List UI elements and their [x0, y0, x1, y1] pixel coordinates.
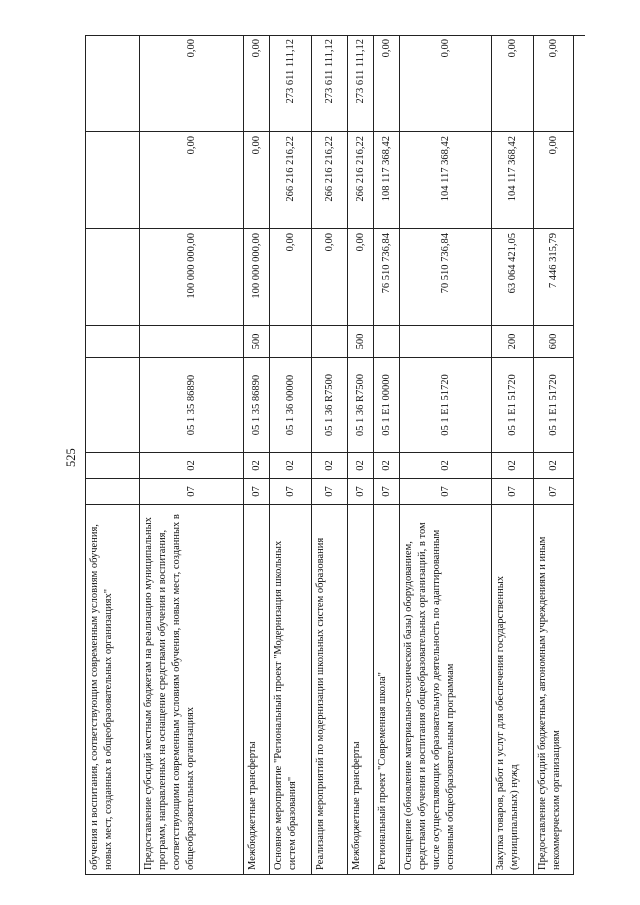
- section-code-cell: 07: [270, 479, 311, 505]
- row-name-cell: Закупка товаров, работ и услуг для обеспечения государственных (муниципальных) нужд: [492, 505, 533, 875]
- amount-year-3-cell: 0,00: [492, 35, 533, 132]
- amount-year-1-cell: 100 000 000,00: [244, 229, 269, 326]
- table-frame: [85, 35, 585, 875]
- expense-type-code-cell: [312, 326, 347, 358]
- row-name-cell: Предоставление субсидий бюджетным, автономным учреждениям и иным некоммерческим организациям: [534, 505, 573, 875]
- amount-year-1-cell: 0,00: [270, 229, 311, 326]
- target-article-code-cell: 05 1 Е1 51720: [400, 358, 491, 453]
- budget-table: [85, 35, 585, 875]
- row-name-cell: Оснащение (обновление материально-технической базы) оборудованием, средствами обучения и воспитания общеобразовательных организаций, в том числе осуществляющих образовательную деятельность по адаптированным основным общеобразовательным программам: [400, 505, 491, 875]
- table-row: [348, 35, 374, 875]
- amount-year-1-cell: 7 446 315,79: [534, 229, 573, 326]
- subsection-code-cell: 02: [270, 453, 311, 479]
- amount-year-2-cell: 104 117 368,42: [400, 132, 491, 229]
- table-row: [534, 35, 574, 875]
- target-article-code-cell: 05 1 Е1 00000: [374, 358, 399, 453]
- expense-type-code-cell: 500: [348, 326, 373, 358]
- section-code-cell: 07: [492, 479, 533, 505]
- table-row: [140, 35, 244, 875]
- amount-year-2-cell: 0,00: [140, 132, 243, 229]
- table-row: [492, 35, 534, 875]
- table-row: [270, 35, 312, 875]
- amount-year-2-cell: 266 216 216,22: [270, 132, 311, 229]
- amount-year-1-cell: 63 064 421,05: [492, 229, 533, 326]
- target-article-code-cell: 05 1 36 00000: [270, 358, 311, 453]
- section-code-cell: 07: [400, 479, 491, 505]
- target-article-code-cell: 05 1 35 86890: [244, 358, 269, 453]
- amount-year-2-cell: 108 117 368,42: [374, 132, 399, 229]
- page-number: 525: [64, 448, 78, 468]
- row-name-cell: Межбюджетные трансферты: [348, 505, 373, 875]
- row-name-cell: Предоставление субсидий местным бюджетам на реализацию муниципальных программ, направленных на оснащение средствами обучения и воспитания, соответствующими современным условиям обучения, новых мест, созданных в общеобразовательных организациях: [140, 505, 243, 875]
- amount-year-1-cell: [86, 229, 139, 326]
- target-article-code-cell: [86, 358, 139, 453]
- subsection-code-cell: 02: [348, 453, 373, 479]
- subsection-code-cell: 02: [534, 453, 573, 479]
- section-code-cell: 07: [244, 479, 269, 505]
- row-name-cell: обучения и воспитания, соответствующим современным условиям обучения, новых мест, созданных в общеобразовательных организациях": [86, 505, 139, 875]
- amount-year-1-cell: 100 000 000,00: [140, 229, 243, 326]
- amount-year-3-cell: 273 611 111,12: [270, 35, 311, 132]
- section-code-cell: 07: [348, 479, 373, 505]
- section-code-cell: 07: [534, 479, 573, 505]
- amount-year-3-cell: 0,00: [244, 35, 269, 132]
- expense-type-code-cell: [86, 326, 139, 358]
- amount-year-3-cell: 273 611 111,12: [312, 35, 347, 132]
- target-article-code-cell: 05 1 Е1 51720: [534, 358, 573, 453]
- amount-year-1-cell: 0,00: [312, 229, 347, 326]
- amount-year-3-cell: 0,00: [534, 35, 573, 132]
- amount-year-3-cell: 0,00: [400, 35, 491, 132]
- amount-year-3-cell: 273 611 111,12: [348, 35, 373, 132]
- amount-year-3-cell: 0,00: [374, 35, 399, 132]
- expense-type-code-cell: 600: [534, 326, 573, 358]
- amount-year-2-cell: 104 117 368,42: [492, 132, 533, 229]
- amount-year-2-cell: 0,00: [244, 132, 269, 229]
- subsection-code-cell: 02: [140, 453, 243, 479]
- table-row: [374, 35, 400, 875]
- section-code-cell: 07: [140, 479, 243, 505]
- amount-year-2-cell: [86, 132, 139, 229]
- table-row: [244, 35, 270, 875]
- expense-type-code-cell: [140, 326, 243, 358]
- target-article-code-cell: 05 1 36 R7500: [312, 358, 347, 453]
- amount-year-2-cell: 266 216 216,22: [348, 132, 373, 229]
- subsection-code-cell: 02: [244, 453, 269, 479]
- amount-year-2-cell: 266 216 216,22: [312, 132, 347, 229]
- amount-year-3-cell: [86, 35, 139, 132]
- subsection-code-cell: 02: [374, 453, 399, 479]
- expense-type-code-cell: [400, 326, 491, 358]
- amount-year-3-cell: 0,00: [140, 35, 243, 132]
- row-name-cell: Реализация мероприятий по модернизации школьных систем образования: [312, 505, 347, 875]
- table-row: [86, 35, 140, 875]
- expense-type-code-cell: [374, 326, 399, 358]
- subsection-code-cell: [86, 453, 139, 479]
- subsection-code-cell: 02: [400, 453, 491, 479]
- section-code-cell: 07: [374, 479, 399, 505]
- amount-year-2-cell: 0,00: [534, 132, 573, 229]
- table-row: [400, 35, 492, 875]
- row-name-cell: Межбюджетные трансферты: [244, 505, 269, 875]
- amount-year-1-cell: 0,00: [348, 229, 373, 326]
- target-article-code-cell: 05 1 Е1 51720: [492, 358, 533, 453]
- expense-type-code-cell: [270, 326, 311, 358]
- row-name-cell: Региональный проект "Современная школа": [374, 505, 399, 875]
- section-code-cell: 07: [312, 479, 347, 505]
- row-name-cell: Основное мероприятие "Региональный проект "Модернизация школьных систем образования": [270, 505, 311, 875]
- amount-year-1-cell: 70 510 736,84: [400, 229, 491, 326]
- expense-type-code-cell: 500: [244, 326, 269, 358]
- table-row: [312, 35, 348, 875]
- expense-type-code-cell: 200: [492, 326, 533, 358]
- target-article-code-cell: 05 1 36 R7500: [348, 358, 373, 453]
- amount-year-1-cell: 76 510 736,84: [374, 229, 399, 326]
- target-article-code-cell: 05 1 35 86890: [140, 358, 243, 453]
- section-code-cell: [86, 479, 139, 505]
- subsection-code-cell: 02: [312, 453, 347, 479]
- subsection-code-cell: 02: [492, 453, 533, 479]
